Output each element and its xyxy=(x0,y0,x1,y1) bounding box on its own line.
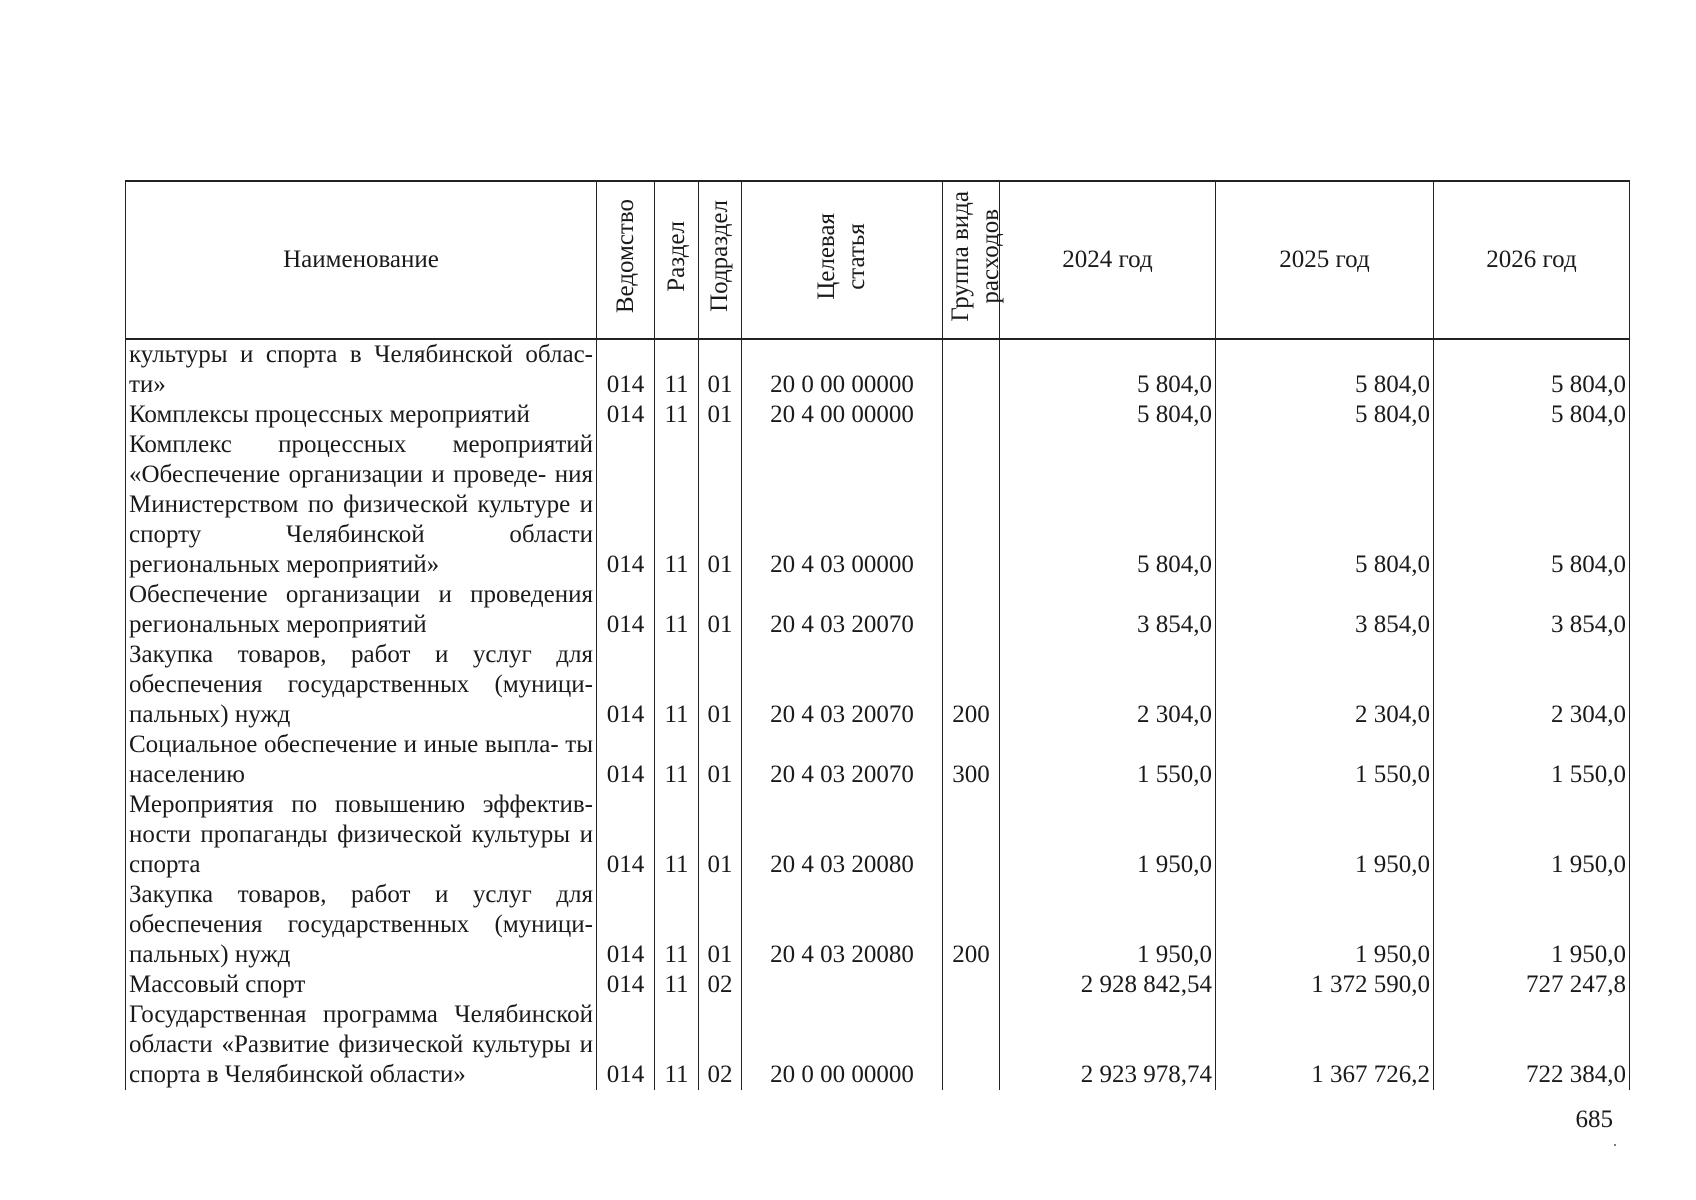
table-row xyxy=(126,730,1630,790)
page-number: 685 xyxy=(1575,1106,1613,1133)
header-expense-group-line2: расходов xyxy=(977,208,1004,304)
row-amount-2026: 2 304,0 xyxy=(1434,640,1630,730)
row-name: Комплексы процессных мероприятий xyxy=(126,400,597,430)
row-department: 014 xyxy=(597,580,655,640)
row-amount-2026: 1 550,0 xyxy=(1434,730,1630,790)
row-amount-2026: 1 950,0 xyxy=(1434,790,1630,880)
row-amount-2025: 1 950,0 xyxy=(1216,790,1434,880)
header-expense-group-line1: Группа вида xyxy=(947,190,974,322)
row-amount-2024: 2 928 842,54 xyxy=(1000,970,1216,1000)
header-subsection: Подраздел xyxy=(699,181,742,339)
header-section: Раздел xyxy=(655,181,699,339)
row-expense-group: 200 xyxy=(943,880,1000,970)
table-row xyxy=(126,580,1630,640)
row-target-article: 20 0 00 00000 xyxy=(742,339,943,400)
row-amount-2025: 1 372 590,0 xyxy=(1216,970,1434,1000)
row-section: 11 xyxy=(655,640,699,730)
row-name: Социальное обеспечение и иные выпла- ты населению xyxy=(126,730,597,790)
row-section: 11 xyxy=(655,970,699,1000)
row-subsection: 01 xyxy=(699,730,742,790)
row-amount-2026: 727 247,8 xyxy=(1434,970,1630,1000)
row-target-article: 20 4 03 20070 xyxy=(742,580,943,640)
header-expense-group xyxy=(943,181,1004,339)
row-target-article: 20 4 00 00000 xyxy=(742,400,943,430)
row-expense-group xyxy=(943,970,1000,1000)
row-amount-2025: 3 854,0 xyxy=(1216,580,1434,640)
row-subsection: 02 xyxy=(699,1000,742,1090)
row-department: 014 xyxy=(597,730,655,790)
row-amount-2026: 722 384,0 xyxy=(1434,1000,1630,1090)
row-amount-2024: 2 304,0 xyxy=(1000,640,1216,730)
row-amount-2024: 3 854,0 xyxy=(1000,580,1216,640)
row-amount-2024: 1 950,0 xyxy=(1000,880,1216,970)
row-expense-group: 200 xyxy=(943,640,1000,730)
row-target-article: 20 4 03 20080 xyxy=(742,880,943,970)
row-amount-2026: 5 804,0 xyxy=(1434,400,1630,430)
table-row xyxy=(126,880,1630,970)
table-row xyxy=(126,430,1630,580)
row-name: культуры и спорта в Челябинской облас- ти» xyxy=(126,339,597,400)
row-department: 014 xyxy=(597,339,655,400)
row-name: Закупка товаров, работ и услуг для обеспечения государственных (муници- пальных) нужд xyxy=(126,640,597,730)
row-amount-2025: 5 804,0 xyxy=(1216,339,1434,400)
row-expense-group xyxy=(943,1000,1000,1090)
table-row xyxy=(126,1000,1630,1090)
row-section: 11 xyxy=(655,339,699,400)
row-amount-2024: 1 950,0 xyxy=(1000,790,1216,880)
header-year-2026: 2026 год xyxy=(1434,181,1630,339)
budget-table xyxy=(125,180,1630,1090)
row-department: 014 xyxy=(597,400,655,430)
row-section: 11 xyxy=(655,790,699,880)
row-amount-2024: 5 804,0 xyxy=(1000,339,1216,400)
header-target-article xyxy=(742,181,943,339)
row-target-article: 20 4 03 20070 xyxy=(742,640,943,730)
row-amount-2026: 1 950,0 xyxy=(1434,880,1630,970)
row-subsection: 01 xyxy=(699,339,742,400)
row-amount-2024: 5 804,0 xyxy=(1000,430,1216,580)
header-year-2025: 2025 год xyxy=(1216,181,1434,339)
row-section: 11 xyxy=(655,730,699,790)
row-amount-2025: 5 804,0 xyxy=(1216,400,1434,430)
row-amount-2025: 2 304,0 xyxy=(1216,640,1434,730)
row-expense-group xyxy=(943,400,1000,430)
row-expense-group xyxy=(943,339,1000,400)
row-department: 014 xyxy=(597,430,655,580)
row-amount-2024: 2 923 978,74 xyxy=(1000,1000,1216,1090)
row-amount-2025: 1 550,0 xyxy=(1216,730,1434,790)
row-department: 014 xyxy=(597,880,655,970)
row-subsection: 01 xyxy=(699,580,742,640)
table-body xyxy=(126,339,1630,1090)
row-subsection: 01 xyxy=(699,400,742,430)
row-department: 014 xyxy=(597,640,655,730)
header-target-article-line1: Целевая xyxy=(813,212,840,300)
row-department: 014 xyxy=(597,790,655,880)
row-name: Комплекс процессных мероприятий «Обеспечение организации и проведе- ния Министерством по физической культуре и спорту Челябинской области региональных мероприятий» xyxy=(126,430,597,580)
table-header xyxy=(126,181,1630,339)
row-amount-2025: 1 950,0 xyxy=(1216,880,1434,970)
table-row xyxy=(126,400,1630,430)
row-expense-group xyxy=(943,430,1000,580)
row-expense-group xyxy=(943,580,1000,640)
row-expense-group xyxy=(943,790,1000,880)
row-section: 11 xyxy=(655,430,699,580)
row-amount-2026: 3 854,0 xyxy=(1434,580,1630,640)
row-subsection: 01 xyxy=(699,640,742,730)
row-section: 11 xyxy=(655,880,699,970)
header-target-article-line2: статья xyxy=(843,222,870,290)
row-target-article: 20 4 03 20080 xyxy=(742,790,943,880)
header-name: Наименование xyxy=(126,181,597,339)
scan-speck xyxy=(1614,1144,1616,1146)
row-target-article: 20 4 03 00000 xyxy=(742,430,943,580)
row-amount-2024: 5 804,0 xyxy=(1000,400,1216,430)
row-subsection: 02 xyxy=(699,970,742,1000)
row-department: 014 xyxy=(597,970,655,1000)
row-subsection: 01 xyxy=(699,880,742,970)
row-target-article xyxy=(742,970,943,1000)
table-row xyxy=(126,970,1630,1000)
row-target-article: 20 4 03 20070 xyxy=(742,730,943,790)
row-amount-2024: 1 550,0 xyxy=(1000,730,1216,790)
row-expense-group: 300 xyxy=(943,730,1000,790)
header-row xyxy=(126,181,1630,339)
row-name: Мероприятия по повышению эффектив- ности пропаганды физической культуры и спорта xyxy=(126,790,597,880)
table-row xyxy=(126,790,1630,880)
row-subsection: 01 xyxy=(699,790,742,880)
row-section: 11 xyxy=(655,400,699,430)
table-row xyxy=(126,339,1630,400)
table-row xyxy=(126,640,1630,730)
row-name: Массовый спорт xyxy=(126,970,597,1000)
row-department: 014 xyxy=(597,1000,655,1090)
row-name: Государственная программа Челябинской области «Развитие физической культуры и спорта в Челябинской области» xyxy=(126,1000,597,1090)
header-department: Ведомство xyxy=(597,181,655,339)
row-amount-2025: 5 804,0 xyxy=(1216,430,1434,580)
row-section: 11 xyxy=(655,580,699,640)
row-target-article: 20 0 00 00000 xyxy=(742,1000,943,1090)
row-amount-2026: 5 804,0 xyxy=(1434,430,1630,580)
row-subsection: 01 xyxy=(699,430,742,580)
row-section: 11 xyxy=(655,1000,699,1090)
row-amount-2025: 1 367 726,2 xyxy=(1216,1000,1434,1090)
row-amount-2026: 5 804,0 xyxy=(1434,339,1630,400)
row-name: Закупка товаров, работ и услуг для обеспечения государственных (муници- пальных) нужд xyxy=(126,880,597,970)
header-year-2024: 2024 год xyxy=(1000,181,1216,339)
row-name: Обеспечение организации и проведения региональных мероприятий xyxy=(126,580,597,640)
